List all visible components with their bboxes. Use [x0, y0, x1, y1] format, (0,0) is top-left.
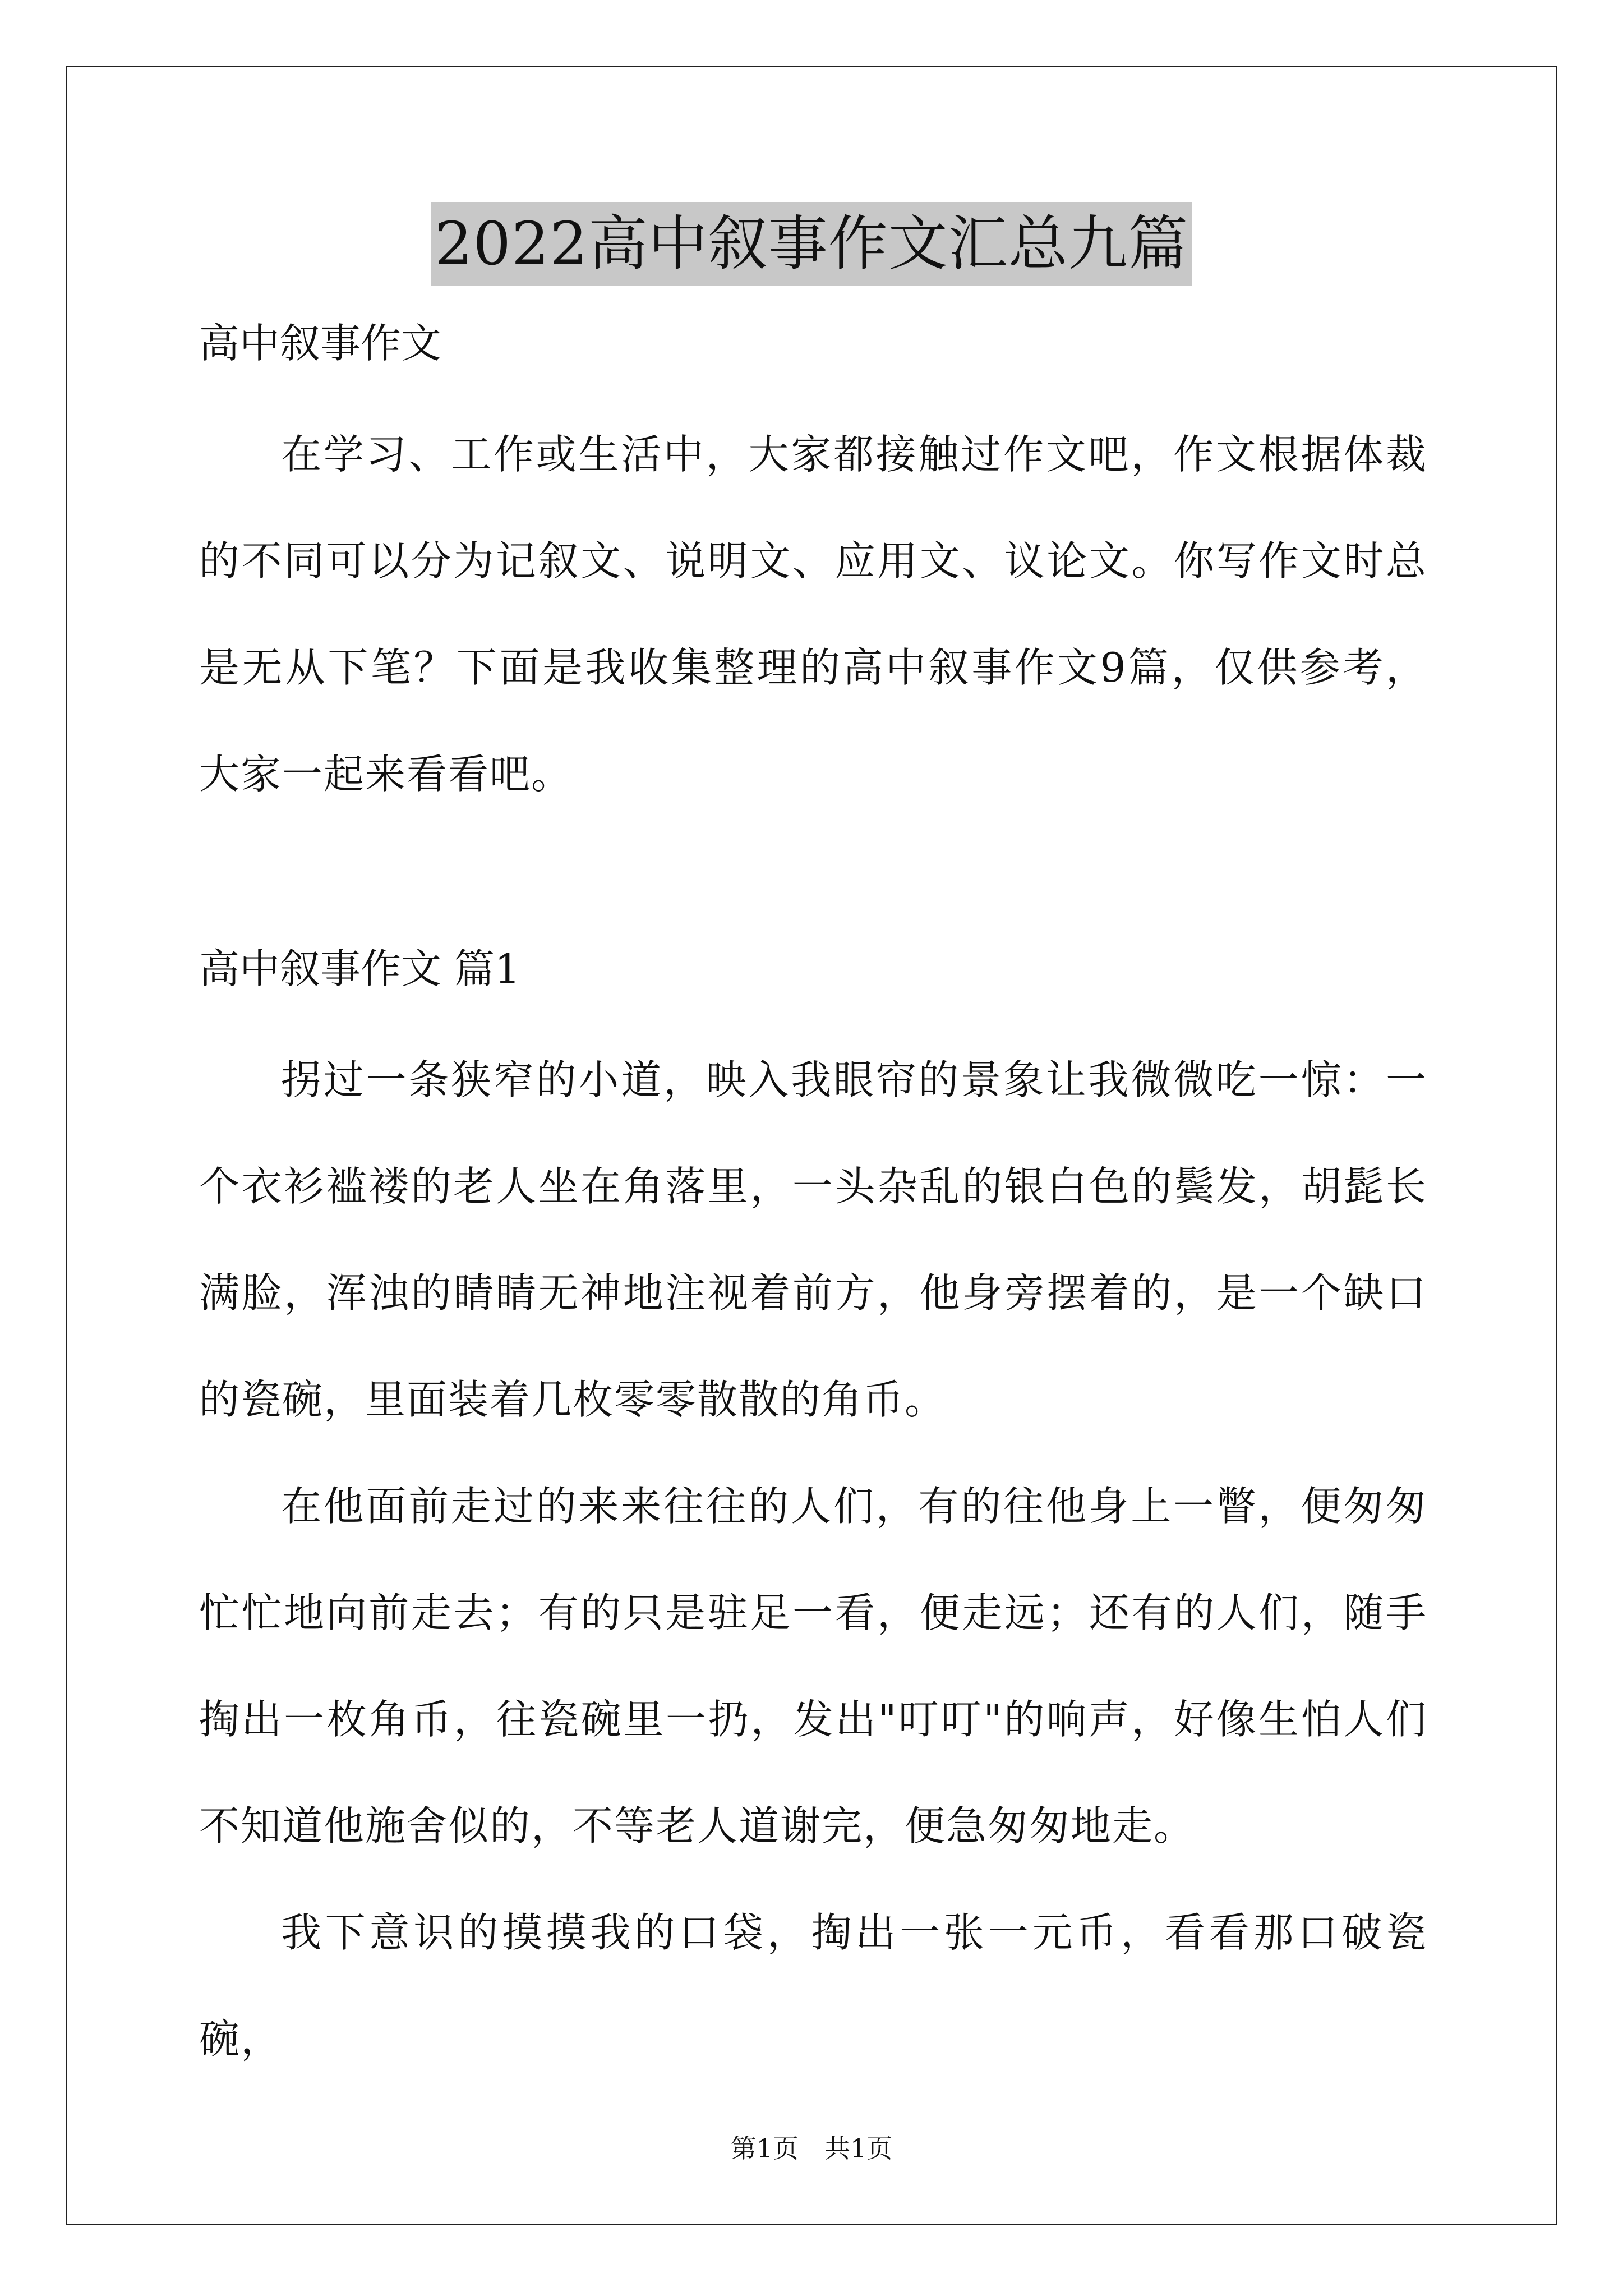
intro-heading: 高中叙事作文: [199, 320, 442, 367]
spacer: [199, 1004, 1427, 1027]
spacer: [199, 379, 1427, 401]
title-container: [0, 202, 1623, 286]
spacer: [199, 827, 1427, 934]
body-paragraph: 拐过一条狭窄的小道，映入我眼帘的景象让我微微吃一惊：一个衣衫褴褛的老人坐在角落里，一头杂乱的银白色的鬓发，胡髭长满脸，浑浊的睛睛无神地注视着前方，他身旁摆着的，是一个缺口的瓷碗，里面装着几枚零零散散的角币。: [199, 1056, 1427, 1423]
document-body: [199, 309, 1427, 2092]
body-paragraph: 我下意识的摸摸我的口袋，掏出一张一元币，看看那口破瓷碗，: [199, 1909, 1427, 2063]
body-paragraph: 在他面前走过的来来往往的人们，有的往他身上一瞥，便匆匆忙忙地向前走去；有的只是驻足一看，便走远；还有的人们，随手掏出一枚角币，往瓷碗里一扔，发出"叮叮"的响声，好像生怕人们不知道他施舍似的，不等老人道谢完，便急匆匆地走。: [199, 1483, 1427, 1849]
section-heading: 高中叙事作文 篇1: [199, 945, 520, 992]
document-title: 2022高中叙事作文汇总九篇: [431, 202, 1192, 286]
intro-paragraph: 在学习、工作或生活中，大家都接触过作文吧，作文根据体裁的不同可以分为记叙文、说明文、应用文、议论文。你写作文时总是无从下笔？下面是我收集整理的高中叙事作文9篇，仅供参考，大家一起来看看吧。: [199, 431, 1427, 798]
page-footer: 第1页 共1页: [730, 2133, 893, 2164]
